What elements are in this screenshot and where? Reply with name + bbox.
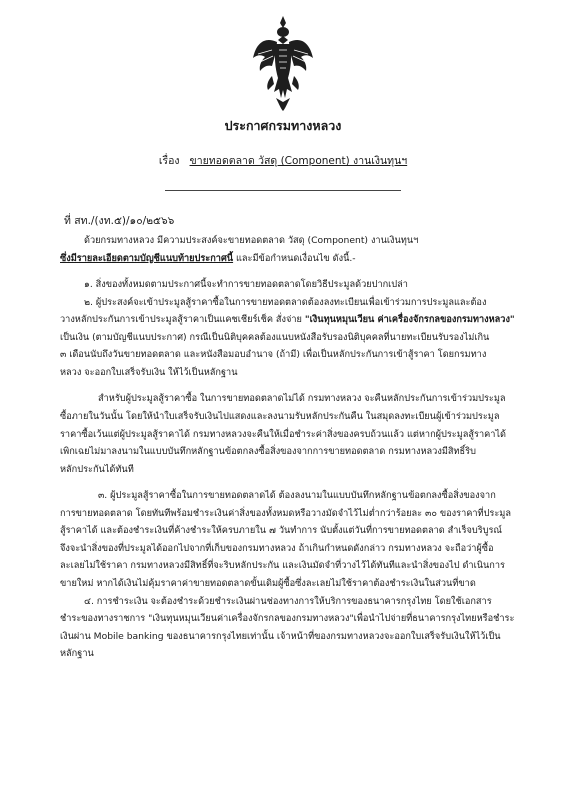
clause-4-line: เงินผ่าน Mobile banking ของธนาคารกรุงไทยเท่านั้น เจ้าหน้าที่ของกรมทางหลวงจะออกใบเสร็จรับเงินให้ไว้เป็น [60,630,501,642]
clause-2-line: เป็นเงิน (ตามบัญชีแนบประกาศ) กรณีเป็นนิติบุคคลต้องแนบหนังสือรับรองนิติบุคคลที่นายทะเบียนรับรองไม่เกิน [60,331,490,343]
subject-text: ขายทอดตลาด วัสดุ (Component) งานเงินทุนฯ [189,155,408,167]
refund-paragraph-line: สำหรับผู้ประมูลสู้ราคาซื้อ ในการขายทอดตลาดไม่ได้ กรมทางหลวง จะคืนหลักประกันการเข้าร่วมประมูล [98,393,506,405]
subject-line [0,152,566,169]
intro-line-rest: และมีข้อกำหนดเงื่อนไข ดังนี้.- [233,252,356,264]
clause-4-line: ๔. การชำระเงิน จะต้องชำระด้วยชำระเงินผ่านช่องทางการให้บริการของธนาคารกรุงไทย โดยใช้เอกสาร [84,595,492,607]
garuda-emblem-icon [252,14,314,112]
clause-3-line: ๓. ผู้ประมูลสู้ราคาซื้อในการขายทอดตลาดได้ ต้องลงนามในแบบบันทึกหลักฐานข้อตกลงซื้อสิ่งของจาก [98,490,496,502]
refund-paragraph-line: ราคาซื้อเว้นแต่ผู้ประมูลสู้ราคาได้ กรมทางหลวงจะคืนให้เมื่อชำระค่าสิ่งของครบถ้วนแล้ว แต่หากผู้ประมูลสู้ราคาได้ [60,428,507,440]
refund-paragraph-line: ซื้อภายในวันนั้น โดยให้นำใบเสร็จรับเงินไปแสดงและลงนามรับหลักประกันคืน ในสมุดลงทะเบียนผู้เข้าร่วมประมูล [60,410,500,422]
announcement-body [60,232,526,663]
clause-3-line: จึงจะนำสิ่งของที่ประมูลได้ออกไปจากที่เก็บของกรมทางหลวง ถ้าเกินกำหนดดังกล่าว กรมทางหลวง จะถือว่าผู้ซื้อ [60,542,494,554]
document-number: ที่ สท./(งท.๕)/๑๐/๒๕๖๖ [64,215,175,227]
clause-2-payee-name: "เงินทุนหมุนเวียน ค่าเครื่องจักรกลของกรมทางหลวง" [304,314,515,326]
attachment-reference: ซึ่งมีรายละเอียดตามบัญชีแนบท้ายประกาศนี้ [60,252,234,264]
intro-line [60,250,526,268]
refund-paragraph-line: เพิกเฉยไม่มาลงนามในแบบบันทึกหลักฐานข้อตกลงซื้อสิ่งของจากการขายทอดตลาด กรมทางหลวงมีสิทธิ์ริบ [60,446,476,458]
clause-3-line: การขายทอดตลาด โดยทันทีพร้อมชำระเงินค่าสิ่งของทั้งหมดหรือวางมัดจำไว้ไม่ต่ำกว่าร้อยละ ๓๐ ของราคาที่ประมูล [60,507,511,519]
clause-2-line [60,311,526,329]
clause-2-payee-prefix: วางหลักประกันการเข้าประมูลสู้ราคาเป็นแคชเชียร์เช็ค สั่งจ่าย [60,314,305,326]
clause-3-line: สู้ราคาได้ และต้องชำระเงินที่ค้างชำระให้ครบภายใน ๗ วันทำการ นับตั้งแต่วันที่การขายทอดตลาด สำเร็จบริบูรณ์ [60,525,502,537]
clause-3-line: ขายใหม่ หากได้เงินไม่คุ้มราคาค่าขายทอดตลาดขั้นเดิมผู้ซื้อซึ่งละเลยไม่ใช้ราคาต้องชำระเงินในส่วนที่ขาด [60,578,476,590]
refund-paragraph-line: หลักประกันได้ทันที [60,463,134,475]
clause-2-line: หลวง จะออกใบเสร็จรับเงิน ให้ไว้เป็นหลักฐาน [60,366,238,378]
clause-2-line: ๓ เดือนนับถึงวันขายทอดตลาด และหนังสือมอบอำนาจ (ถ้ามี) เพื่อเป็นหลักประกันการเข้าสู้ราคา โดยกรมทาง [60,349,487,361]
clause-1: ๑. สิ่งของทั้งหมดตามประกาศนี้จะทำการขายทอดตลาดโดยวิธีประมูลด้วยปากเปล่า [84,278,408,290]
clause-4-line: ชำระของทางราชการ "เงินทุนหมุนเวียนค่าเครื่องจักรกลของกรมทางหลวง"เพื่อนำไปจ่ายที่ธนาคารกรุงไทยหรือชำระ [60,613,515,625]
subject-label: เรื่อง [158,155,180,167]
title-divider [165,190,401,191]
intro-line: ด้วยกรมทางหลวง มีความประสงค์จะขายทอดตลาด วัสดุ (Component) งานเงินทุนฯ [84,235,419,246]
announcement-title: ประกาศกรมทางหลวง [224,118,342,133]
clause-2-line: ๒. ผู้ประสงค์จะเข้าประมูลสู้ราคาซื้อในการขายทอดตลาดต้องลงทะเบียนเพื่อเข้าร่วมการประมูลและต้อง [84,296,487,308]
clause-3-line: ละเลยไม่ใช้ราคา กรมทางหลวงมีสิทธิ์ที่จะริบหลักประกัน และเงินมัดจำที่วางไว้ได้ทันทีและนำสิ่งของไป ดำเนินการ [60,560,505,572]
clause-4-line: หลักฐาน [60,648,94,660]
